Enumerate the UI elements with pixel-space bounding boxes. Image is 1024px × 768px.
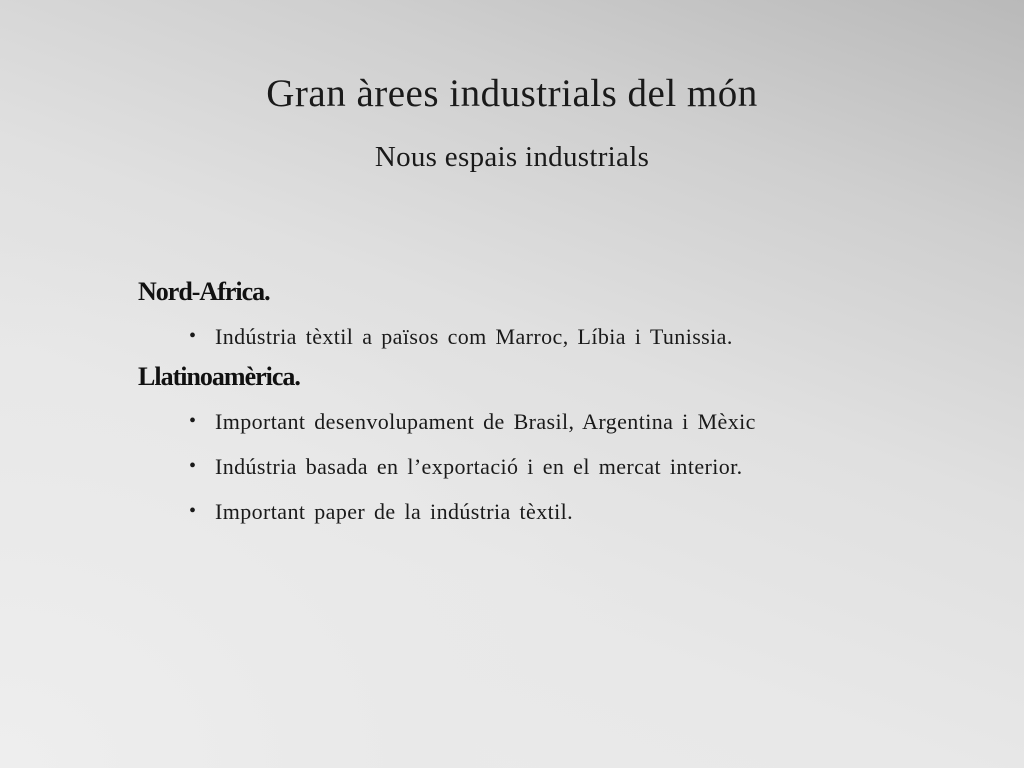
slide-content — [138, 274, 938, 534]
bullet-dot-icon: • — [189, 410, 197, 432]
bullet-item — [138, 399, 938, 444]
section-heading: Nord-Africa. — [138, 277, 270, 306]
bullet-item — [138, 444, 938, 489]
bullet-text: Indústria tèxtil a països com Marroc, Líbia i Tunissia. — [215, 324, 733, 349]
bullet-item — [138, 314, 938, 359]
bullet-text: Indústria basada en l’exportació i en el mercat interior. — [215, 454, 743, 479]
section-heading: Llatinoamèrica. — [138, 362, 300, 391]
bullet-dot-icon: • — [189, 455, 197, 477]
bullet-list — [138, 314, 938, 359]
section-nord-africa — [138, 274, 938, 359]
bullet-dot-icon: • — [189, 325, 197, 347]
bullet-text: Important paper de la indústria tèxtil. — [215, 499, 574, 524]
section-llatinoamerica — [138, 359, 938, 534]
bullet-text: Important desenvolupament de Brasil, Argentina i Mèxic — [215, 409, 756, 434]
slide-title: Gran àrees industrials del món — [266, 72, 758, 115]
bullet-list — [138, 399, 938, 534]
slide-subtitle: Nous espais industrials — [374, 141, 650, 173]
bullet-item — [138, 489, 938, 534]
bullet-dot-icon: • — [189, 500, 197, 522]
